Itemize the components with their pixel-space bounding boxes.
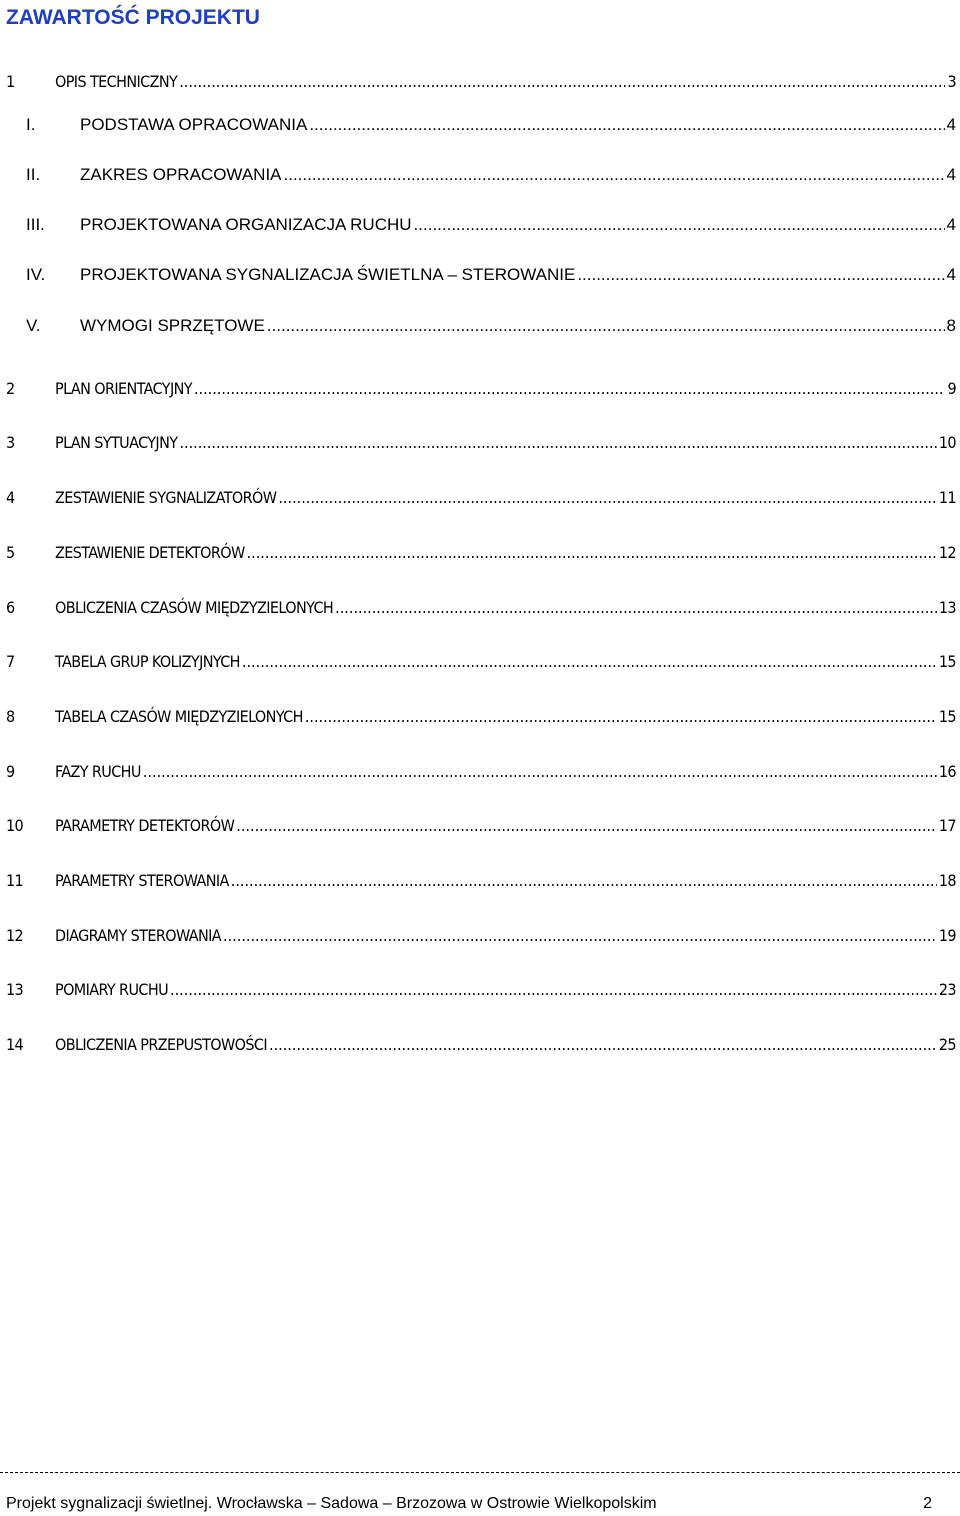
toc-entry-number: 12: [6, 926, 24, 945]
toc-dot-leader: [269, 1033, 937, 1057]
toc-entry-number: 6: [6, 598, 15, 617]
toc-entry[interactable]: [6, 978, 956, 1002]
toc-entry-page: 15: [938, 652, 956, 671]
toc-entry-number: 1: [6, 72, 15, 91]
toc-entry-page: 4: [946, 115, 956, 134]
toc-dot-leader: [242, 650, 937, 674]
toc-entry-label: OPIS TECHNICZNY: [55, 72, 178, 91]
toc-dot-leader: [305, 705, 937, 729]
toc-entry-number: I.: [26, 115, 36, 134]
document-title: ZAWARTOŚĆ PROJEKTU: [6, 6, 260, 29]
toc-entry[interactable]: [6, 70, 956, 94]
toc-dot-leader: [143, 760, 937, 784]
toc-entry[interactable]: [6, 705, 956, 729]
toc-entry-page: 4: [946, 265, 956, 284]
toc-entry-number: 4: [6, 488, 15, 507]
toc-entry[interactable]: [6, 541, 956, 565]
toc-dot-leader: [231, 869, 937, 893]
toc-entry-number: 8: [6, 707, 15, 726]
toc-entry[interactable]: [6, 1033, 956, 1057]
toc-entry-label: DIAGRAMY STEROWANIA: [55, 926, 222, 945]
toc-entry-label: ZESTAWIENIE SYGNALIZATORÓW: [55, 488, 277, 507]
toc-entry[interactable]: [6, 924, 956, 948]
toc-entry-label: OBLICZENIA PRZEPUSTOWOŚCI: [55, 1035, 268, 1054]
toc-entry-number: II.: [26, 165, 41, 184]
toc-entry[interactable]: [6, 596, 956, 620]
footer-divider: [0, 1472, 960, 1473]
toc-entry-page: 16: [938, 762, 956, 781]
toc-entry-number: 5: [6, 543, 15, 562]
toc-dot-leader: [179, 431, 936, 455]
toc-entry-page: 25: [938, 1035, 956, 1054]
toc-dot-leader: [194, 377, 945, 401]
toc-entry-label: OBLICZENIA CZASÓW MIĘDZYZIELONYCH: [55, 598, 334, 617]
toc-entry-number: 10: [6, 816, 24, 835]
toc-entry-label: TABELA CZASÓW MIĘDZYZIELONYCH: [55, 707, 303, 726]
toc-entry[interactable]: [6, 431, 956, 455]
toc-entry-number: 13: [6, 980, 24, 999]
toc-entry-page: 4: [946, 165, 956, 184]
toc-entry-page: 23: [938, 980, 956, 999]
toc-entry-number: 11: [6, 871, 24, 890]
toc-dot-leader: [309, 113, 944, 137]
toc-entry-number: 2: [6, 379, 15, 398]
toc-dot-leader: [284, 163, 945, 187]
toc-dot-leader: [236, 814, 937, 838]
toc-entry-number: 14: [6, 1035, 24, 1054]
toc-entry-page: 13: [938, 598, 956, 617]
toc-entry-label: ZAKRES OPRACOWANIA: [80, 165, 282, 184]
toc-entry-label: PARAMETRY DETEKTORÓW: [55, 816, 235, 835]
toc-entry-page: 18: [938, 871, 956, 890]
toc-entry-number: IV.: [26, 265, 46, 284]
toc-entry-page: 17: [938, 816, 956, 835]
toc-entry-page: 3: [947, 72, 956, 91]
toc-entry[interactable]: [6, 213, 956, 237]
toc-entry[interactable]: [6, 869, 956, 893]
toc-entry-label: TABELA GRUP KOLIZYJNYCH: [55, 652, 240, 671]
toc-dot-leader: [223, 924, 937, 948]
toc-entry[interactable]: [6, 113, 956, 137]
toc-entry-label: FAZY RUCHU: [55, 762, 141, 781]
toc-dot-leader: [414, 213, 945, 237]
toc-entry-page: 11: [938, 488, 956, 507]
toc-entry[interactable]: [6, 377, 956, 401]
toc-dot-leader: [335, 596, 937, 620]
toc-entry-number: 3: [6, 433, 15, 452]
toc-entry-label: WYMOGI SPRZĘTOWE: [80, 316, 265, 335]
toc-entry-label: POMIARY RUCHU: [55, 980, 169, 999]
toc-entry-number: 7: [6, 652, 15, 671]
toc-entry[interactable]: [6, 314, 956, 338]
toc-entry-label: ZESTAWIENIE DETEKTORÓW: [55, 543, 245, 562]
toc-entry-label: PODSTAWA OPRACOWANIA: [80, 115, 308, 134]
toc-entry-label: PROJEKTOWANA SYGNALIZACJA ŚWIETLNA – STEROWANIE: [80, 265, 576, 284]
toc-entry[interactable]: [6, 650, 956, 674]
toc-entry-page: 4: [946, 215, 956, 234]
toc-entry[interactable]: [6, 486, 956, 510]
toc-entry-label: PLAN ORIENTACYJNY: [55, 379, 192, 398]
footer-page-number: 2: [923, 1495, 932, 1512]
toc-entry-number: 9: [6, 762, 15, 781]
toc-entry-page: 12: [938, 543, 956, 562]
toc-entry-page: 15: [938, 707, 956, 726]
toc-dot-leader: [577, 263, 944, 287]
toc-entry-number: V.: [26, 316, 41, 335]
toc-dot-leader: [267, 314, 945, 338]
toc-entry-label: PROJEKTOWANA ORGANIZACJA RUCHU: [80, 215, 412, 234]
toc-entry-page: 19: [938, 926, 956, 945]
toc-entry-page: 10: [938, 433, 956, 452]
toc-entry-label: PARAMETRY STEROWANIA: [55, 871, 229, 890]
toc-entry[interactable]: [6, 760, 956, 784]
toc-dot-leader: [170, 978, 937, 1002]
toc-entry[interactable]: [6, 263, 956, 287]
toc-entry-label: PLAN SYTUACYJNY: [55, 433, 178, 452]
footer-text: Projekt sygnalizacji świetlnej. Wrocławska – Sadowa – Brzozowa w Ostrowie Wielkopolskim: [6, 1495, 657, 1512]
toc-dot-leader: [179, 70, 945, 94]
toc-entry-page: 8: [946, 316, 956, 335]
toc-dot-leader: [278, 486, 937, 510]
toc-entry[interactable]: [6, 163, 956, 187]
toc-dot-leader: [247, 541, 937, 565]
toc-entry[interactable]: [6, 814, 956, 838]
toc-entry-page: 9: [947, 379, 956, 398]
toc-entry-number: III.: [26, 215, 45, 234]
